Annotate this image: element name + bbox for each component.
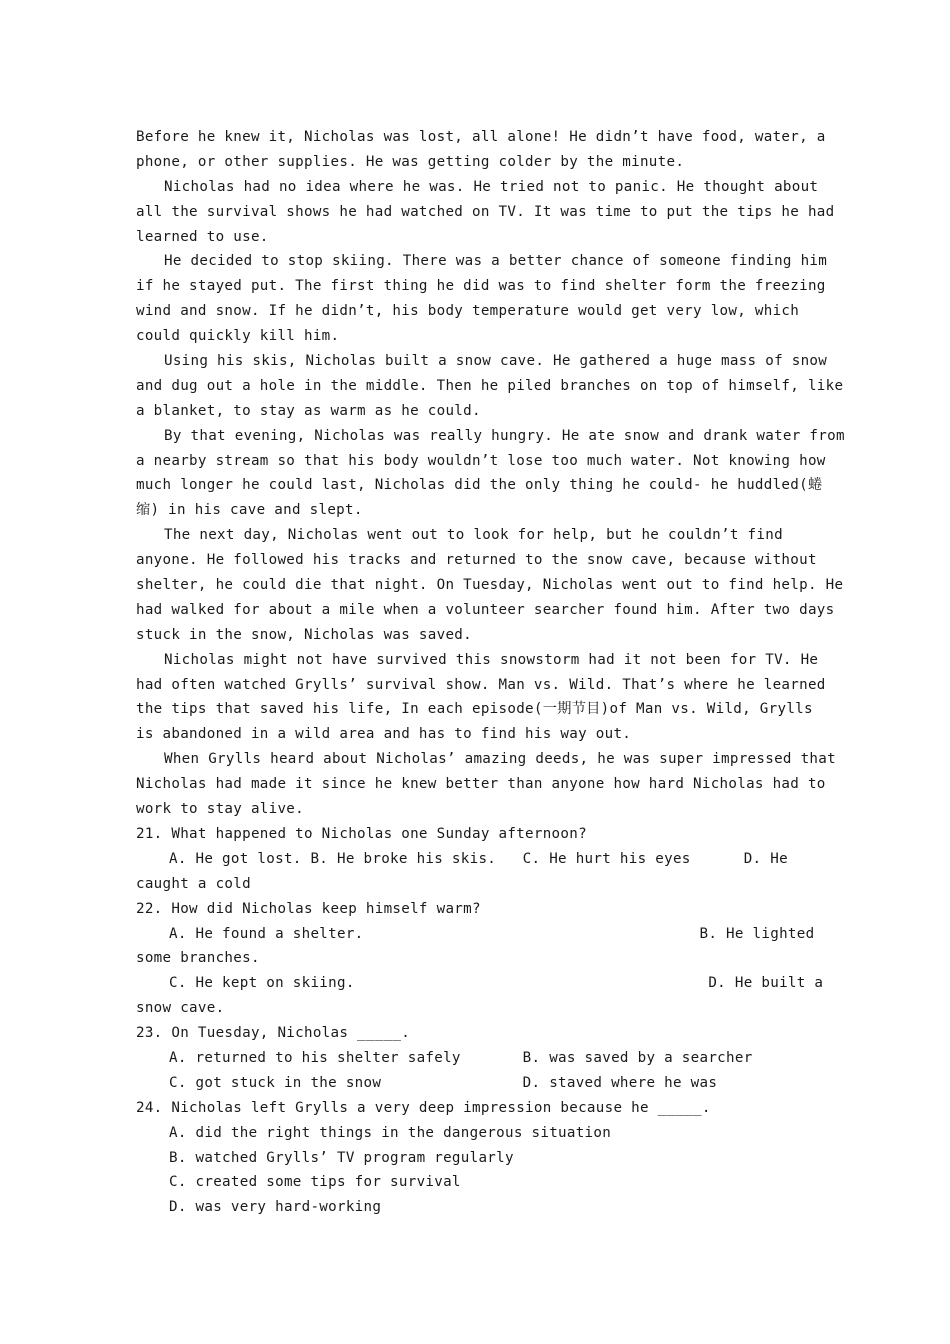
- passage-line: is abandoned in a wild area and has to find his way out.: [136, 726, 632, 743]
- answer-option-b: B. watched Grylls’ TV program regularly: [169, 1149, 514, 1166]
- passage-line: work to stay alive.: [136, 801, 304, 818]
- passage-line: had often watched Grylls’ survival show. Man vs. Wild. That’s where he learned: [136, 676, 826, 693]
- question-22: [136, 897, 824, 1021]
- answer-options: snow cave.: [136, 1000, 225, 1017]
- passage-line: and dug out a hole in the middle. Then he piled branches on top of himself, like: [136, 377, 844, 394]
- passage-line: Nicholas might not have survived this snowstorm had it not been for TV. He: [164, 651, 819, 668]
- passage-line: the tips that saved his life, In each episode(一期节目)of Man vs. Wild, Grylls: [136, 701, 813, 718]
- passage-line: wind and snow. If he didn’t, his body temperature would get very low, which: [136, 303, 800, 320]
- answer-option-a: A. did the right things in the dangerous situation: [169, 1124, 612, 1141]
- passage-line: much longer he could last, Nicholas did the only thing he could- he huddled(蜷: [136, 477, 823, 494]
- passage-line: a blanket, to stay as warm as he could.: [136, 402, 481, 419]
- passage-line: a nearby stream so that his body wouldn’t lose too much water. Not knowing how: [136, 452, 826, 469]
- passage-line: learned to use.: [136, 228, 269, 245]
- passage-line: anyone. He followed his tracks and returned to the snow cave, because without: [136, 552, 817, 569]
- passage-line: Nicholas had made it since he knew better than anyone how hard Nicholas had to: [136, 776, 826, 793]
- passage-line: He decided to stop skiing. There was a better chance of someone finding him: [164, 253, 828, 270]
- answer-options: some branches.: [136, 950, 260, 967]
- passage-line: if he stayed put. The first thing he did was to find shelter form the freezing: [136, 278, 826, 295]
- passage-line: stuck in the snow, Nicholas was saved.: [136, 626, 472, 643]
- answer-options: A. He found a shelter. B. He lighted: [169, 925, 815, 942]
- question-stem: 24. Nicholas left Grylls a very deep impression because he _____.: [136, 1099, 711, 1116]
- passage-line: could quickly kill him.: [136, 328, 340, 345]
- passage-line: Nicholas had no idea where he was. He tried not to panic. He thought about: [164, 178, 819, 195]
- question-24: [136, 1096, 816, 1220]
- question-stem: 22. How did Nicholas keep himself warm?: [136, 900, 481, 917]
- passage-line: had walked for about a mile when a volunteer searcher found him. After two days: [136, 601, 835, 618]
- answer-option-d: D. was very hard-working: [169, 1199, 382, 1216]
- passage-line: shelter, he could die that night. On Tuesday, Nicholas went out to find help. He: [136, 577, 844, 594]
- question-stem: 23. On Tuesday, Nicholas _____.: [136, 1025, 411, 1042]
- question-21: [136, 822, 816, 897]
- exam-page: [136, 125, 845, 1220]
- answer-options: C. got stuck in the snow D. staved where he was: [169, 1074, 718, 1091]
- answer-options: C. He kept on skiing. D. He built a: [169, 975, 824, 992]
- answer-options: A. He got lost. B. He broke his skis. C. He hurt his eyes D. He: [169, 850, 788, 867]
- passage-line: The next day, Nicholas went out to look for help, but he couldn’t find: [164, 527, 783, 544]
- answer-options: caught a cold: [136, 875, 251, 892]
- passage-line: Before he knew it, Nicholas was lost, all alone! He didn’t have food, water, a: [136, 129, 826, 145]
- answer-options: A. returned to his shelter safely B. was saved by a searcher: [169, 1049, 753, 1066]
- answer-option-c: C. created some tips for survival: [169, 1174, 461, 1191]
- passage-line: By that evening, Nicholas was really hungry. He ate snow and drank water from: [164, 427, 845, 444]
- question-23: [136, 1021, 816, 1096]
- reading-passage: [136, 125, 845, 822]
- passage-line: 缩) in his cave and slept.: [136, 502, 363, 519]
- passage-line: all the survival shows he had watched on TV. It was time to put the tips he had: [136, 203, 835, 220]
- question-stem: 21. What happened to Nicholas one Sunday afternoon?: [136, 825, 587, 842]
- passage-line: Using his skis, Nicholas built a snow cave. He gathered a huge mass of snow: [164, 353, 828, 370]
- passage-line: When Grylls heard about Nicholas’ amazing deeds, he was super impressed that: [164, 751, 836, 768]
- passage-line: phone, or other supplies. He was getting colder by the minute.: [136, 153, 685, 170]
